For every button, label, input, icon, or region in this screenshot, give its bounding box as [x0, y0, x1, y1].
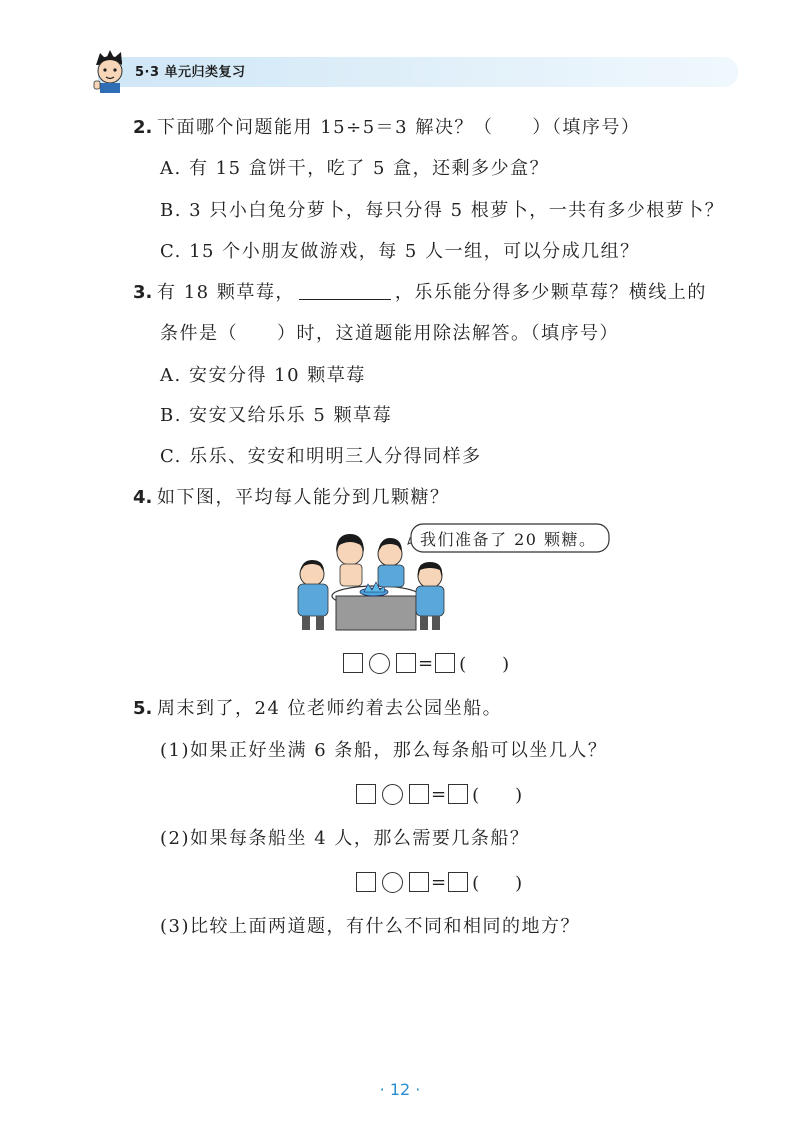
q5-1-eq-box-2[interactable]	[409, 784, 429, 804]
q5-sub-3: (3)比较上面两道题，有什么不同和相同的地方？	[160, 916, 580, 937]
q2-text: 下面哪个问题能用 15÷5＝3 解决？（ ）（填序号）	[157, 117, 641, 138]
q5-1-eq-box-result[interactable]	[448, 784, 468, 804]
q2-option-a: A. 有 15 盒饼干，吃了 5 盒，还剩多少盒？	[160, 158, 550, 179]
q2-option-b: B. 3 只小白兔分萝卜，每只分得 5 根萝卜，一共有多少根萝卜？	[160, 200, 725, 221]
q4-eq-box-result[interactable]	[435, 653, 455, 673]
q4-stem	[133, 486, 450, 510]
q4-text: 如下图，平均每人能分到几颗糖？	[157, 487, 450, 508]
q4-eq-unit-paren[interactable]: ( )	[459, 654, 510, 675]
q5-number: 5.	[133, 698, 153, 719]
q3-number: 3.	[133, 282, 153, 303]
q3-text-after: ，乐乐能分得多少颗草莓？横线上的	[394, 282, 707, 303]
q4-eq-box-1[interactable]	[343, 653, 363, 673]
q5-2-eq-unit-paren[interactable]: ( )	[472, 873, 523, 894]
q2-number: 2.	[133, 117, 153, 138]
q5-2-equation	[356, 870, 522, 894]
q5-2-eq-box-result[interactable]	[448, 872, 468, 892]
q5-2-eq-operator-circle[interactable]	[382, 872, 403, 893]
q5-1-eq-equals: =	[431, 783, 447, 805]
q5-stem	[133, 697, 502, 721]
q4-eq-box-2[interactable]	[396, 653, 416, 673]
q5-2-eq-equals: =	[431, 871, 447, 893]
q5-1-eq-box-1[interactable]	[356, 784, 376, 804]
q2-option-c: C. 15 个小朋友做游戏，每 5 人一组，可以分成几组？	[160, 241, 640, 262]
q4-eq-equals: =	[418, 652, 434, 674]
q5-1-eq-unit-paren[interactable]: ( )	[472, 785, 523, 806]
q3-option-a: A. 安安分得 10 颗草莓	[160, 365, 366, 386]
q3-text-before: 有 18 颗草莓，	[157, 282, 295, 303]
q5-2-eq-box-2[interactable]	[409, 872, 429, 892]
q5-sub-1: (1)如果正好坐满 6 条船，那么每条船可以坐几人？	[160, 740, 608, 761]
q3-option-b: B. 安安又给乐乐 5 颗草莓	[160, 405, 393, 426]
q3-option-c: C. 乐乐、安安和明明三人分得同样多	[160, 446, 482, 467]
q2-stem	[133, 116, 640, 140]
q3-stem	[133, 281, 707, 305]
q4-number: 4.	[133, 487, 153, 508]
page-number: · 12 ·	[379, 1080, 421, 1099]
header-title: 5·3 单元归类复习	[135, 65, 246, 80]
q5-text: 周末到了，24 位老师约着去公园坐船。	[157, 698, 503, 719]
q4-equation	[343, 651, 509, 675]
mascot-icon	[90, 47, 130, 93]
q4-eq-operator-circle[interactable]	[369, 653, 390, 674]
speech-bubble-text: 我们准备了 20 颗糖。	[420, 530, 597, 549]
q5-2-eq-box-1[interactable]	[356, 872, 376, 892]
q5-sub-2: (2)如果每条船坐 4 人，那么需要几条船？	[160, 828, 530, 849]
q3-line2: 条件是（ ）时，这道题能用除法解答。（填序号）	[160, 323, 619, 344]
q5-1-eq-operator-circle[interactable]	[382, 784, 403, 805]
q3-fill-blank[interactable]	[299, 281, 391, 300]
q5-1-equation	[356, 782, 522, 806]
